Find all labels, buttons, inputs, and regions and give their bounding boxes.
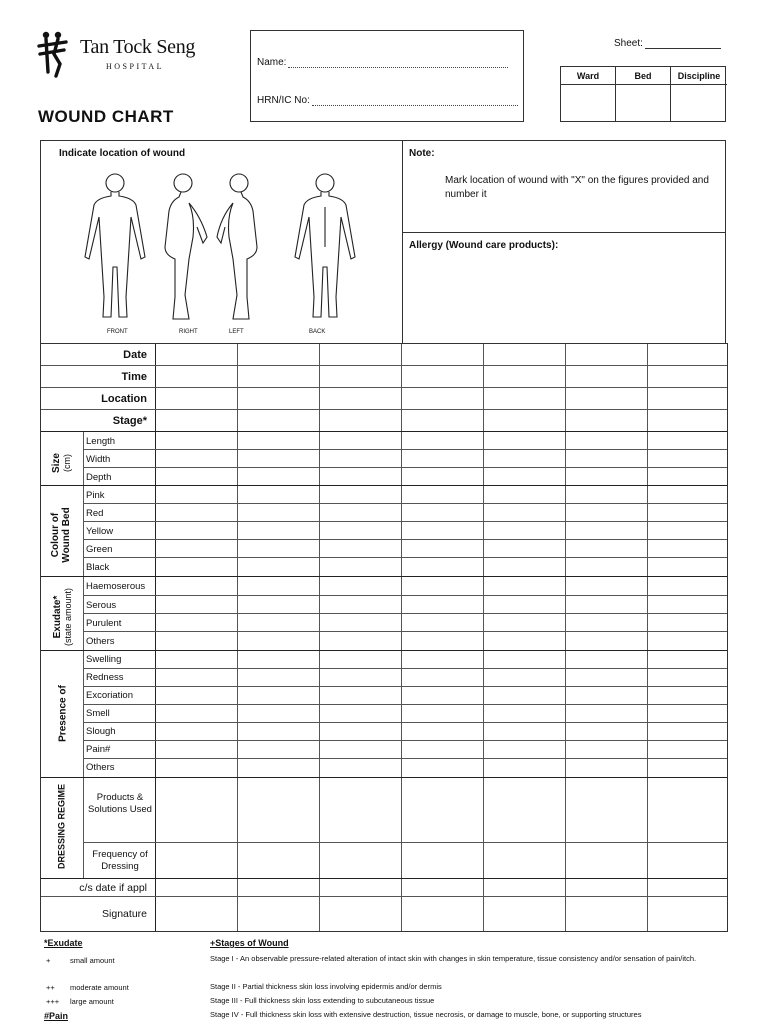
pink-row-label: Pink	[86, 490, 105, 501]
stage-4-text: Stage IV - Full thickness skin loss with extensive destruction, tissue necrosis, or damage to muscle, bone, or supporting structures	[210, 1010, 642, 1019]
presence-group-label: Presence of	[57, 685, 69, 742]
hospital-emblem-icon	[36, 30, 72, 80]
hospital-subtitle: HOSPITAL	[106, 62, 165, 71]
chart-title: WOUND CHART	[38, 107, 174, 126]
sheet-field-row	[614, 38, 721, 49]
back-label: BACK	[309, 329, 326, 335]
products-row-label: Products & Solutions Used	[88, 792, 152, 815]
right-label: RIGHT	[179, 329, 198, 335]
patient-info-box	[250, 30, 524, 122]
name-field-row	[257, 57, 508, 68]
pain-legend-heading: #Pain	[44, 1011, 69, 1021]
date-row-label: Date	[123, 349, 147, 361]
sheet-label: Sheet:	[614, 38, 643, 49]
note-text: Mark location of wound with "X" on the figures provided and number it	[445, 175, 709, 200]
front-label: FRONT	[107, 329, 128, 335]
back-body-figure	[295, 174, 355, 317]
pain-row-label: Pain#	[86, 744, 111, 755]
note-box	[403, 141, 725, 233]
hrn-field-row	[257, 95, 518, 106]
frequency-row-label: Frequency of Dressing	[92, 849, 148, 872]
exudate-text-3: large amount	[70, 997, 114, 1006]
sheet-field[interactable]	[645, 40, 721, 49]
body-figures[interactable]	[71, 167, 371, 339]
smell-row-label: Smell	[86, 708, 110, 719]
name-label: Name:	[257, 57, 287, 68]
colour-group-label: Colour of Wound Bed	[50, 507, 72, 563]
cs-date-row-label: c/s date if appl	[79, 882, 147, 894]
time-row-label: Time	[121, 371, 147, 383]
length-row-label: Length	[86, 436, 116, 447]
name-field[interactable]	[288, 58, 508, 68]
stage-3-text: Stage III - Full thickness skin loss extending to subcutaneous tissue	[210, 996, 435, 1005]
hospital-name: Tan Tock Seng	[80, 36, 196, 58]
hospital-logo	[36, 30, 216, 80]
stage-2-text: Stage II - Partial thickness skin loss involving epidermis and/or dermis	[210, 982, 442, 991]
front-body-figure	[85, 174, 145, 317]
swelling-row-label: Swelling	[86, 654, 122, 665]
width-row-label: Width	[86, 454, 111, 465]
ward-table	[560, 66, 726, 122]
discipline-cell[interactable]	[671, 85, 727, 121]
body-figure-area	[41, 141, 403, 343]
slough-row-label: Slough	[86, 726, 116, 737]
ward-header: Ward	[561, 67, 616, 85]
exudate-symbol-2: ++	[46, 983, 55, 992]
location-heading: Indicate location of wound	[59, 148, 186, 159]
hrn-label: HRN/IC No:	[257, 95, 310, 106]
serous-row-label: Serous	[86, 600, 117, 611]
exudate-symbol-1: +	[46, 956, 51, 965]
left-label: LEFT	[229, 329, 244, 335]
allergy-field[interactable]	[403, 255, 725, 343]
ward-cell[interactable]	[561, 85, 616, 121]
hrn-field[interactable]	[312, 96, 518, 106]
wound-location-panel	[40, 140, 726, 344]
red-row-label: Red	[86, 508, 104, 519]
bed-cell[interactable]	[616, 85, 671, 121]
size-group-label: Size (cm)	[51, 453, 72, 474]
black-row-label: Black	[86, 562, 110, 573]
location-row-label: Location	[101, 393, 147, 405]
right-body-figure	[165, 174, 207, 319]
stage-1-text: Stage I - An observable pressure-related alteration of intact skin with changes in skin temperature, tissue consistency and/or sensation of pain/itch.	[210, 954, 697, 963]
dressing-group-label: DRESSING REGIME	[56, 784, 67, 870]
exudate-text-2: moderate amount	[70, 983, 129, 992]
allergy-heading: Allergy (Wound care products):	[409, 240, 559, 251]
exudate-legend-heading: *Exudate	[44, 938, 83, 948]
exudate-others-row-label: Others	[86, 636, 115, 647]
excoriation-row-label: Excoriation	[86, 690, 133, 701]
stages-legend-heading: +Stages of Wound	[210, 938, 289, 948]
green-row-label: Green	[86, 544, 113, 555]
exudate-text-1: small amount	[70, 956, 115, 965]
left-body-figure	[217, 174, 257, 319]
haemoserous-row-label: Haemoserous	[86, 581, 146, 592]
presence-others-row-label: Others	[86, 762, 115, 773]
exudate-symbol-3: +++	[46, 997, 60, 1006]
signature-row-label: Signature	[102, 908, 147, 920]
discipline-header: Discipline	[671, 67, 727, 85]
note-heading: Note:	[409, 148, 435, 159]
exudate-group-label: Exudate* (state amount)	[52, 587, 73, 647]
wound-assessment-grid[interactable]	[40, 343, 728, 932]
purulent-row-label: Purulent	[86, 618, 122, 629]
redness-row-label: Redness	[86, 672, 124, 683]
bed-header: Bed	[616, 67, 671, 85]
yellow-row-label: Yellow	[86, 526, 114, 537]
depth-row-label: Depth	[86, 472, 112, 483]
stage-row-label: Stage*	[112, 415, 147, 427]
